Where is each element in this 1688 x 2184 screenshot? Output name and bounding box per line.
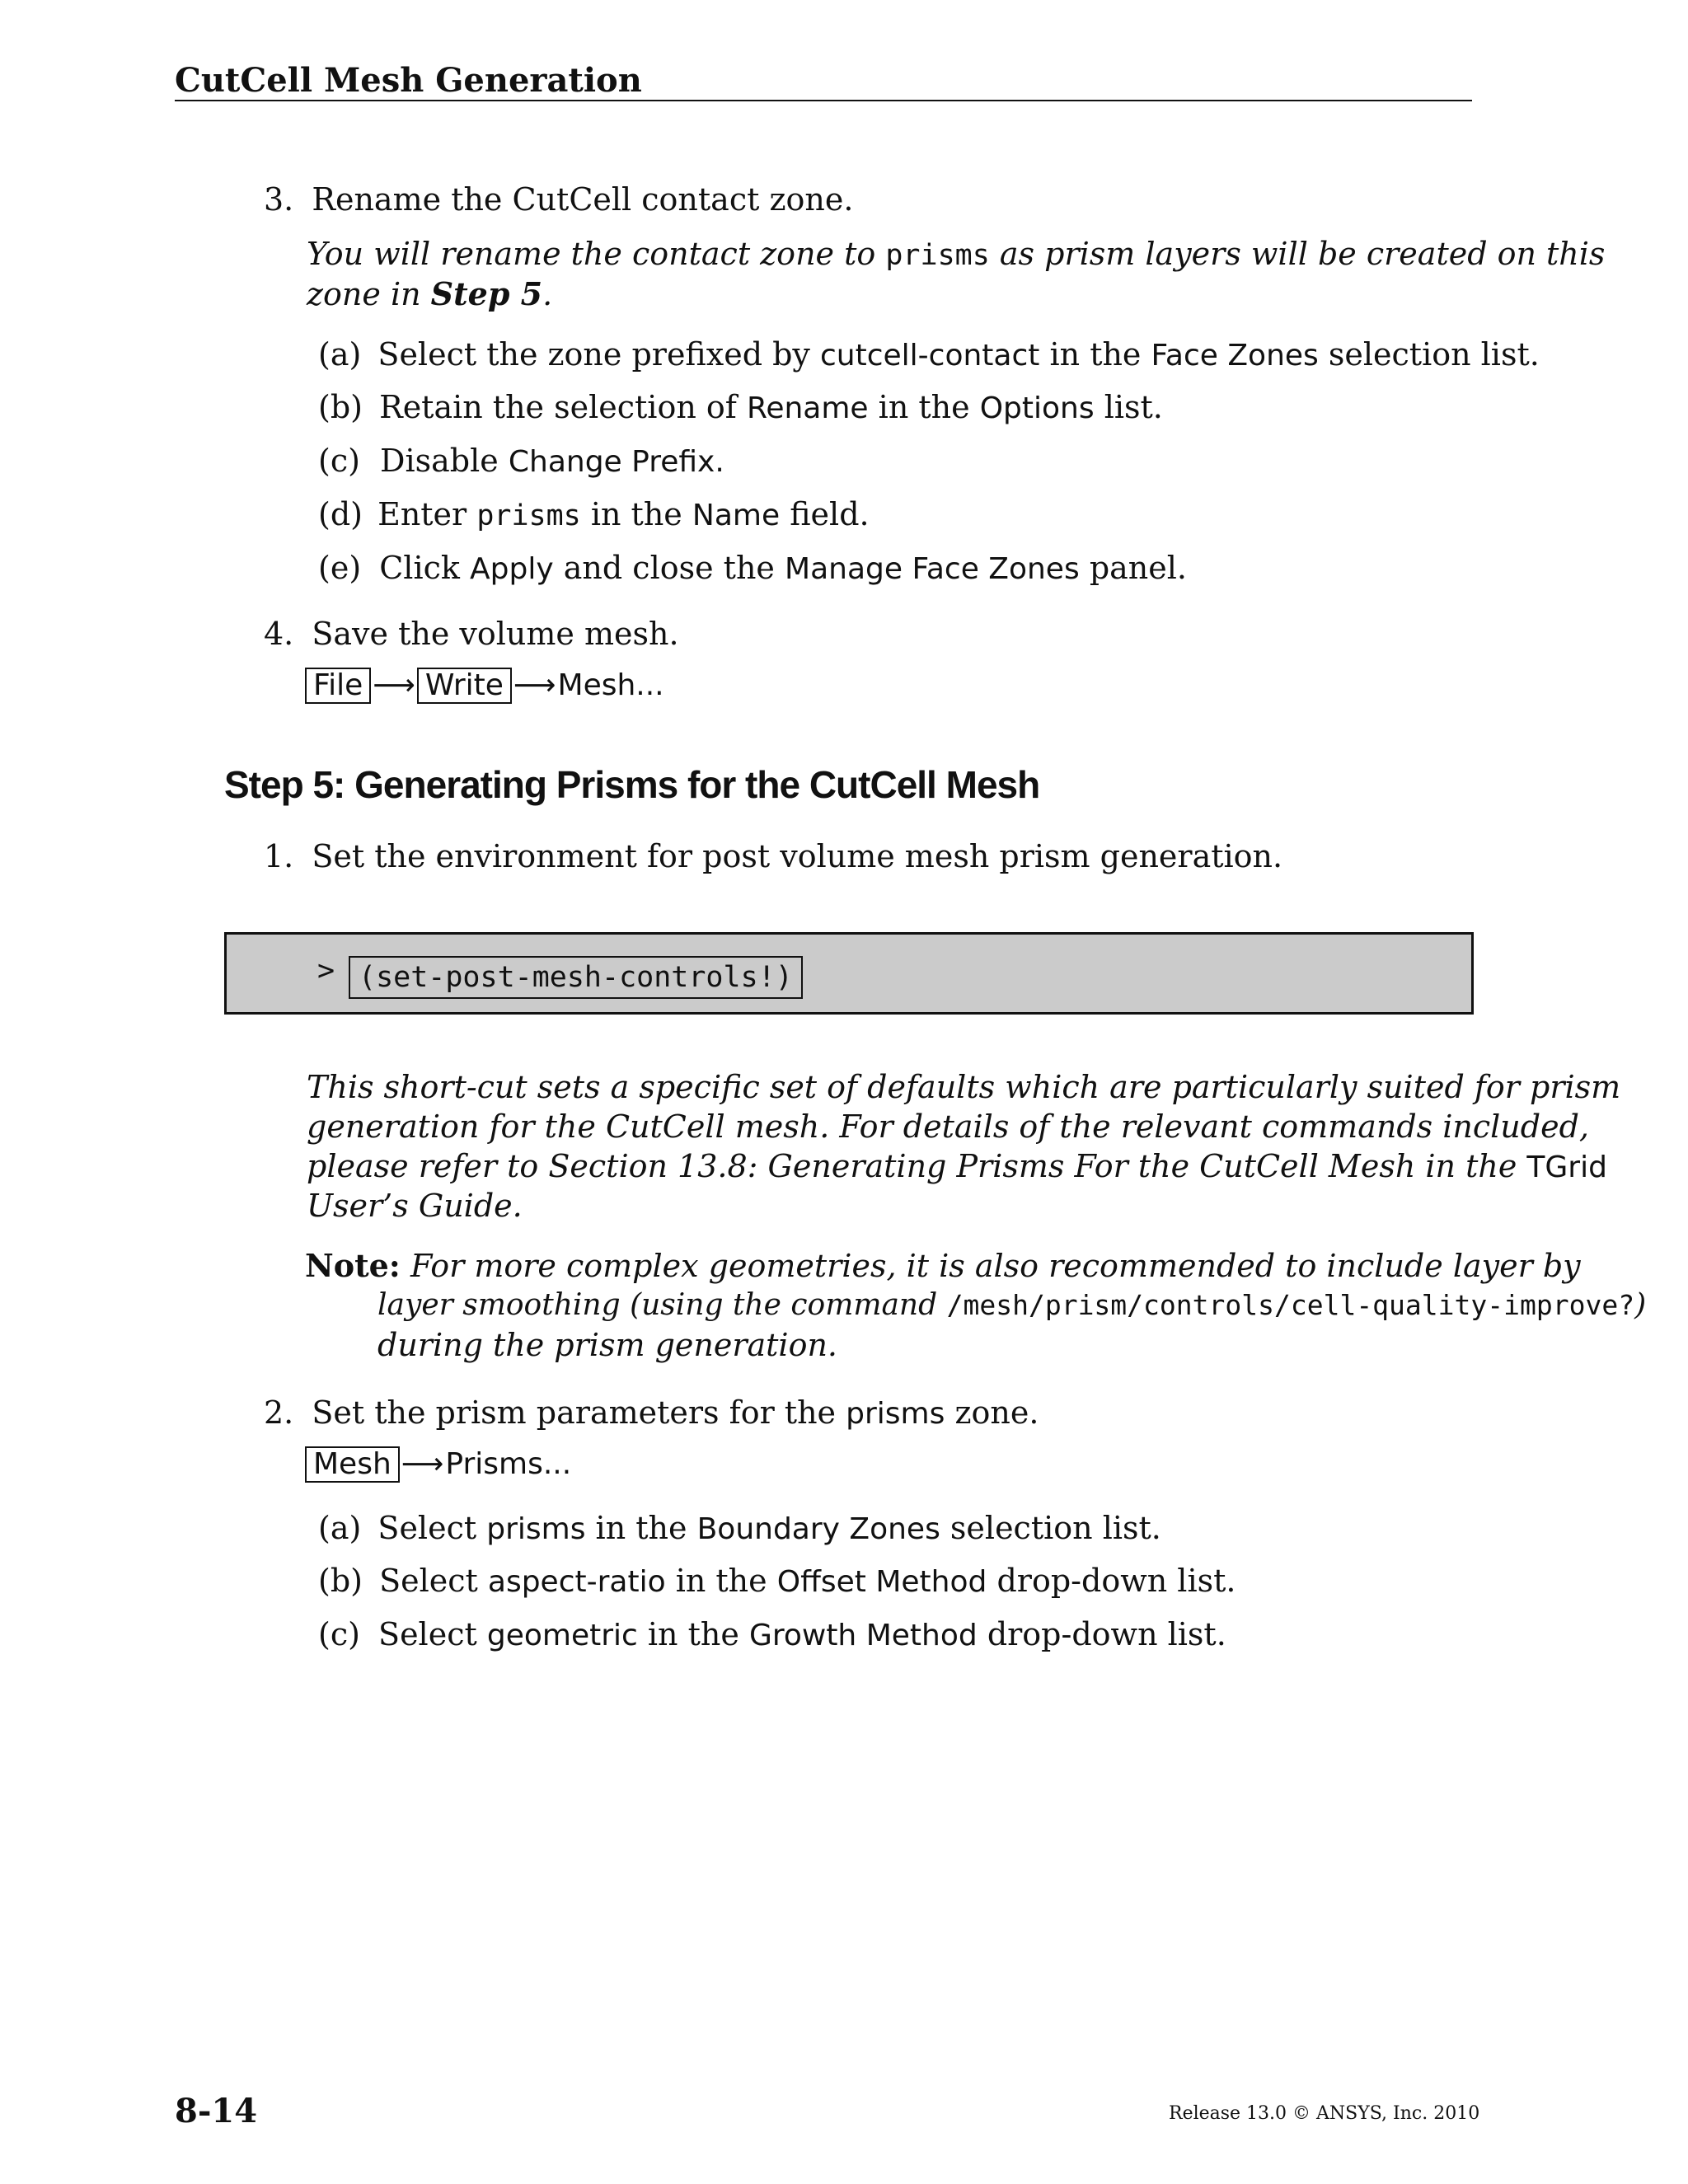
- step4-item: [264, 614, 679, 654]
- substep-text: and close the: [563, 550, 775, 586]
- step3-substep-a: [318, 335, 1540, 376]
- section-heading: Step 5: Generating Prisms for the CutCell Mesh: [224, 763, 1040, 806]
- gui-manage-face-zones: Manage Face Zones: [785, 552, 1080, 586]
- s5-step1-number: 1.: [264, 838, 294, 874]
- gui-prisms: prisms: [846, 1397, 945, 1431]
- release-notice: Release 13.0 © ANSYS, Inc. 2010: [1169, 2103, 1480, 2124]
- arrow-icon: ⟶: [513, 668, 556, 702]
- substep-text: drop-down list.: [996, 1563, 1236, 1599]
- arrow-icon: ⟶: [373, 668, 415, 702]
- arrow-icon: ⟶: [401, 1447, 444, 1481]
- substep-text: panel.: [1089, 550, 1187, 586]
- gui-change-prefix: Change Prefix.: [508, 445, 724, 479]
- menu-mesh: Mesh: [305, 1446, 400, 1483]
- command-panel: [224, 932, 1474, 1015]
- substep-text: list.: [1104, 389, 1163, 425]
- gui-face-zones: Face Zones: [1151, 339, 1319, 373]
- s5-step1-item: [264, 837, 1282, 876]
- command-prompt: >: [317, 954, 335, 987]
- code-prisms: prisms: [885, 239, 990, 272]
- gui-options: Options: [979, 391, 1095, 425]
- substep-text: in the: [1049, 336, 1142, 373]
- gui-boundary-zones: Boundary Zones: [696, 1512, 940, 1546]
- step3-intro-period: .: [542, 276, 553, 312]
- step4-number: 4.: [264, 616, 294, 652]
- note-text: For more complex geometries, it is also recommended to include layer by: [410, 1248, 1581, 1284]
- substep-text: in the: [595, 1510, 687, 1546]
- substep-label: (e): [318, 550, 362, 586]
- shortcut-para-line3: [307, 1146, 1607, 1188]
- step3-substep-b: [318, 387, 1163, 429]
- step3-intro-line2: [307, 274, 552, 314]
- substep-text: Disable: [380, 443, 499, 479]
- step4-title: Save the volume mesh.: [312, 616, 679, 652]
- gui-aspect-ratio: aspect-ratio: [487, 1565, 666, 1599]
- step3-item: [264, 180, 853, 219]
- running-header: CutCell Mesh Generation: [175, 61, 642, 100]
- note-text: ): [1634, 1288, 1647, 1322]
- s5-step1-title: Set the environment for post volume mesh prism generation.: [312, 838, 1283, 874]
- step3-substep-c: [318, 441, 724, 482]
- substep-text: Click: [379, 550, 460, 586]
- substep-label: (a): [318, 1510, 362, 1546]
- step3-substep-d: [318, 494, 870, 536]
- menu-path-file-write-mesh: [305, 666, 664, 705]
- gui-apply: Apply: [470, 552, 554, 586]
- menu-path-mesh-prisms: [305, 1445, 571, 1484]
- gui-name: Name: [692, 499, 781, 532]
- menu-mesh: Mesh...: [557, 668, 664, 702]
- command-text: (set-post-mesh-controls!): [349, 956, 803, 999]
- menu-prisms: Prisms...: [445, 1447, 572, 1481]
- substep-label: (a): [318, 336, 362, 373]
- gui-geometric: geometric: [486, 1619, 638, 1652]
- substep-text: Select the zone prefixed by: [377, 336, 810, 373]
- step3-intro-text: You will rename the contact zone to: [307, 236, 876, 272]
- step5-ref: Step 5: [430, 275, 543, 312]
- step3-number: 3.: [264, 181, 294, 218]
- substep-text: in the: [878, 389, 970, 425]
- gui-prisms: prisms: [486, 1512, 586, 1546]
- substep-label: (b): [318, 1563, 363, 1599]
- menu-file: File: [305, 668, 371, 704]
- s5-step2-substep-c: [318, 1615, 1226, 1656]
- shortcut-para-text: please refer to Section 13.8: Generating Prisms For the CutCell Mesh in the: [307, 1148, 1517, 1184]
- gui-cutcell-contact: cutcell-contact: [820, 339, 1040, 373]
- code-cell-quality-improve: /mesh/prism/controls/cell-quality-improve?: [946, 1289, 1635, 1321]
- substep-text: drop-down list.: [987, 1616, 1226, 1652]
- gui-offset-method: Offset Method: [776, 1565, 987, 1599]
- substep-text: in the: [675, 1563, 767, 1599]
- tgrid-label: TGrid: [1526, 1151, 1607, 1184]
- s5-step2-item: [264, 1393, 1039, 1434]
- step3-title: Rename the CutCell contact zone.: [312, 181, 854, 218]
- substep-text: in the: [647, 1616, 739, 1652]
- step3-intro-line1: [307, 234, 1605, 275]
- page-number: 8-14: [175, 2092, 258, 2130]
- s5-step2-number: 2.: [264, 1394, 294, 1431]
- note-label: Note:: [305, 1247, 401, 1284]
- substep-label: (c): [318, 1616, 360, 1652]
- step3-intro-text3: zone in: [307, 276, 421, 312]
- substep-text: Select: [379, 1563, 478, 1599]
- substep-text: selection list.: [950, 1510, 1161, 1546]
- shortcut-para-line4: User’s Guide.: [307, 1188, 523, 1224]
- shortcut-para-line1: This short-cut sets a specific set of defaults which are particularly suited for prism: [307, 1069, 1621, 1105]
- step3-intro-text2: as prism layers will be created on this: [999, 236, 1606, 272]
- substep-text: Enter: [377, 496, 467, 532]
- shortcut-para-line2: generation for the CutCell mesh. For details of the relevant commands included,: [307, 1108, 1589, 1145]
- substep-text: Select: [377, 1510, 477, 1546]
- note-line2: [377, 1286, 1646, 1325]
- menu-write: Write: [417, 668, 512, 704]
- step3-substep-e: [318, 548, 1187, 589]
- substep-text: field.: [790, 496, 870, 532]
- substep-text: in the: [590, 496, 682, 532]
- code-prisms: prisms: [476, 499, 581, 532]
- header-rule: [175, 100, 1472, 101]
- note-text: layer smoothing (using the command: [377, 1288, 938, 1322]
- s5-step2-substep-b: [318, 1561, 1236, 1602]
- note-line3: during the prism generation.: [377, 1327, 838, 1363]
- substep-text: selection list.: [1328, 336, 1540, 373]
- substep-text: Select: [378, 1616, 477, 1652]
- s5-step2-substep-a: [318, 1508, 1161, 1549]
- gui-growth-method: Growth Method: [748, 1619, 978, 1652]
- note-line1: [305, 1246, 1581, 1286]
- s5-step2-text: zone.: [954, 1394, 1039, 1431]
- substep-label: (c): [318, 443, 360, 479]
- substep-label: (d): [318, 496, 363, 532]
- gui-rename: Rename: [746, 391, 869, 425]
- substep-label: (b): [318, 389, 363, 425]
- substep-text: Retain the selection of: [379, 389, 737, 425]
- s5-step2-text: Set the prism parameters for the: [312, 1394, 837, 1431]
